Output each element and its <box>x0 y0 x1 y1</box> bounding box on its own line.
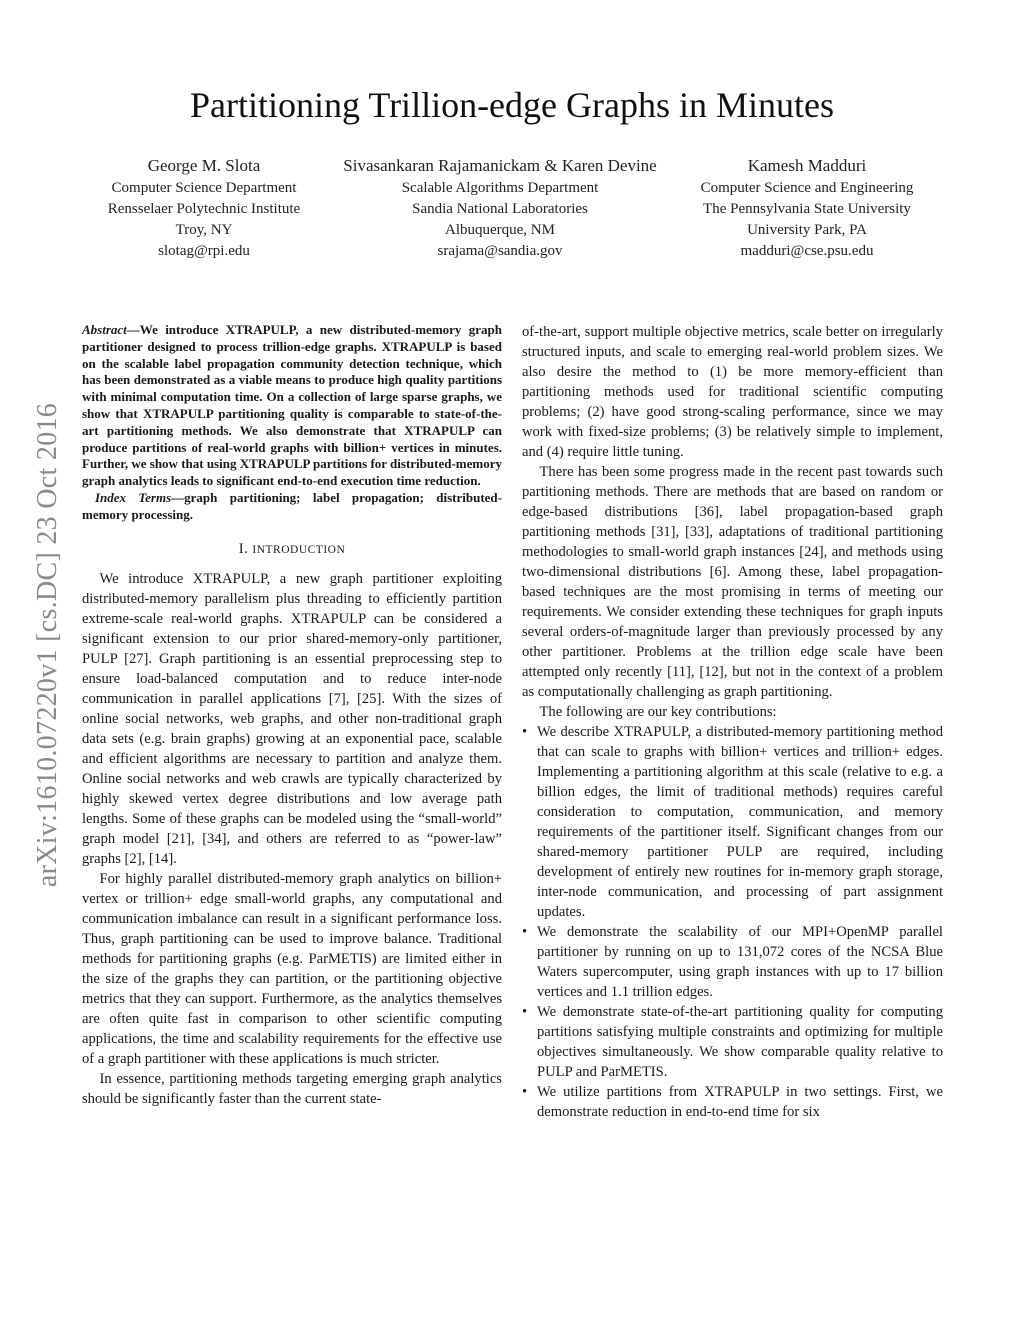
author-location: University Park, PA <box>747 222 867 238</box>
author-name: Kamesh Madduri <box>747 156 867 175</box>
author-name: George M. Slota <box>147 156 261 175</box>
author-department: Scalable Algorithms Department <box>401 180 599 196</box>
index-terms-label: Index Terms <box>95 489 172 505</box>
contribution-item: • We describe XTRAPULP, a distributed-memory partitioning method that can scale to graphs with billion+ vertices and trillion+ edges. Implementing a partitioning algorithm at this scale (relative to e.g. a billion edges, the limit of traditional methods) requires careful consideration to computation, communication, and memory requirements of the partitioner itself. Significant changes from our shared-memory partitioner PULP are required, including development of entirely new routines for in-memory graph storage, inter-node communication, and processing of part assignment updates. <box>522 722 943 922</box>
author-block-1 <box>84 154 324 262</box>
author-institution: The Pennsylvania State University <box>703 201 911 217</box>
index-terms-text: —graph partitioning; label propagation; distributed-memory processing. <box>82 489 502 522</box>
section-title: INTRODUCTION <box>252 543 346 556</box>
section-number: I. <box>238 540 249 557</box>
paper-title: Partitioning Trillion-edge Graphs in Minutes <box>190 85 834 125</box>
contributions-list <box>522 722 943 1122</box>
author-email: madduri@cse.psu.edu <box>740 243 874 259</box>
right-column <box>522 322 943 1122</box>
author-block-2 <box>325 154 675 262</box>
intro-paragraph: of-the-art, support multiple objective metrics, scale better on irregularly structured inputs, and scale to emerging real-world problem sizes. We also desire the method to (1) be more memory-efficient than partitioning methods used for traditional scientific computing problems; (2) have good strong-scaling performance, since we may work with fixed-size problems; (3) be relatively simple to implement, and (4) require little tuning. <box>522 324 943 460</box>
author-email: srajama@sandia.gov <box>437 243 563 259</box>
contributions-intro: The following are our key contributions: <box>539 704 777 720</box>
author-location: Troy, NY <box>175 222 233 238</box>
intro-paragraph: In essence, partitioning methods targeting emerging graph analytics should be significantly faster than the current state- <box>82 1070 502 1107</box>
author-institution: Sandia National Laboratories <box>412 201 588 217</box>
abstract <box>82 322 502 490</box>
author-name: Sivasankaran Rajamanickam & Karen Devine <box>343 156 657 175</box>
author-location: Albuquerque, NM <box>445 222 555 238</box>
abstract-label: Abstract <box>82 322 127 337</box>
contribution-item: • We demonstrate the scalability of our MPI+OpenMP parallel partitioner by running on up to 131,072 cores of the NCSA Blue Waters supercomputer, using graph instances with up to 17 billion vertices and 1.1 trillion edges. <box>522 922 943 1002</box>
intro-paragraph: We introduce XTRAPULP, a new graph partitioner exploiting distributed-memory parallelism plus threading to efficiently partition extreme-scale real-world graphs. XTRAPULP can be considered a significant extension to our prior shared-memory-only partitioner, PULP [27]. Graph partitioning is an essential preprocessing step to ensure load-balanced computation and to reduce inter-node communication in parallel applications [7], [25]. With the sizes of online social networks, web graphs, and other non-traditional graph data sets (e.g. brain graphs) growing at an exponential pace, scalable and efficient algorithms are necessary to partition and analyze them. Online social networks and web crawls are typically characterized by highly skewed vertex degree distributions and low average path lengths. Some of these graphs can be modeled using the “small-world” graph model [21], [34], and others are referred to as “power-law” graphs [2], [14]. <box>82 570 502 867</box>
author-department: Computer Science and Engineering <box>700 180 914 196</box>
author-block-3 <box>676 154 938 262</box>
section-heading <box>82 539 502 560</box>
author-department: Computer Science Department <box>111 180 297 196</box>
left-column <box>82 322 502 1109</box>
intro-paragraph: There has been some progress made in the recent past towards such partitioning methods. There are methods that are based on random or edge-based distributions [36], label propagation-based graph partitioning methods [31], [33], adaptations of traditional partitioning methodologies to small-world graph instances [24], and methods using two-dimensional distributions [6]. Among these, label propagation-based techniques are the most promising in terms of meeting our requirements. We consider extending these techniques for graph inputs several orders-of-magnitude larger than previously processed by any other partitioner. Problems at the trillion edge scale have been attempted only recently [11], [12], but not in the context of a problem as computationally challenging as graph partitioning. <box>522 464 943 700</box>
intro-paragraph: For highly parallel distributed-memory graph analytics on billion+ vertex or trillion+ edge small-world graphs, any computational and communication imbalance can result in a significant performance loss. Thus, graph partitioning can be used to improve balance. Traditional methods for partitioning graphs (e.g. ParMETIS) are limited either in the size of the graphs they can partition, or the partitioning objective metrics that they can support. Furthermore, as the analytics themselves are often quite fast in comparison to other scientific computing applications, the time and scalability requirements for the effective use of a graph partitioner with these applications is much stricter. <box>82 870 502 1067</box>
author-email: slotag@rpi.edu <box>158 243 250 259</box>
author-institution: Rensselaer Polytechnic Institute <box>107 201 301 217</box>
contribution-item: • We demonstrate state-of-the-art partitioning quality for computing partitions satisfying multiple constraints and optimizing for multiple objectives simultaneously. We show comparable quality relative to PULP and ParMETIS. <box>522 1002 943 1082</box>
index-terms <box>82 490 502 524</box>
abstract-text: —We introduce XTRAPULP, a new distributed-memory graph partitioner designed to process trillion-edge graphs. XTRAPULP is based on the scalable label propagation community detection technique, which has been demonstrated as a viable means to produce high quality partitions with minimal computation time. On a collection of large sparse graphs, we show that XTRAPULP partitioning quality is comparable to state-of-the-art partitioning methods. We also demonstrate that XTRAPULP can produce partitions of real-world graphs with billion+ vertices in minutes. Further, we show that using XTRAPULP partitions for distributed-memory graph analytics leads to significant end-to-end execution time reduction. <box>82 322 502 489</box>
contribution-item: • We utilize partitions from XTRAPULP in two settings. First, we demonstrate reduction in end-to-end time for six <box>522 1082 943 1122</box>
arxiv-identifier: arXiv:1610.07220v1 [cs.DC] 23 Oct 2016 <box>32 402 63 888</box>
